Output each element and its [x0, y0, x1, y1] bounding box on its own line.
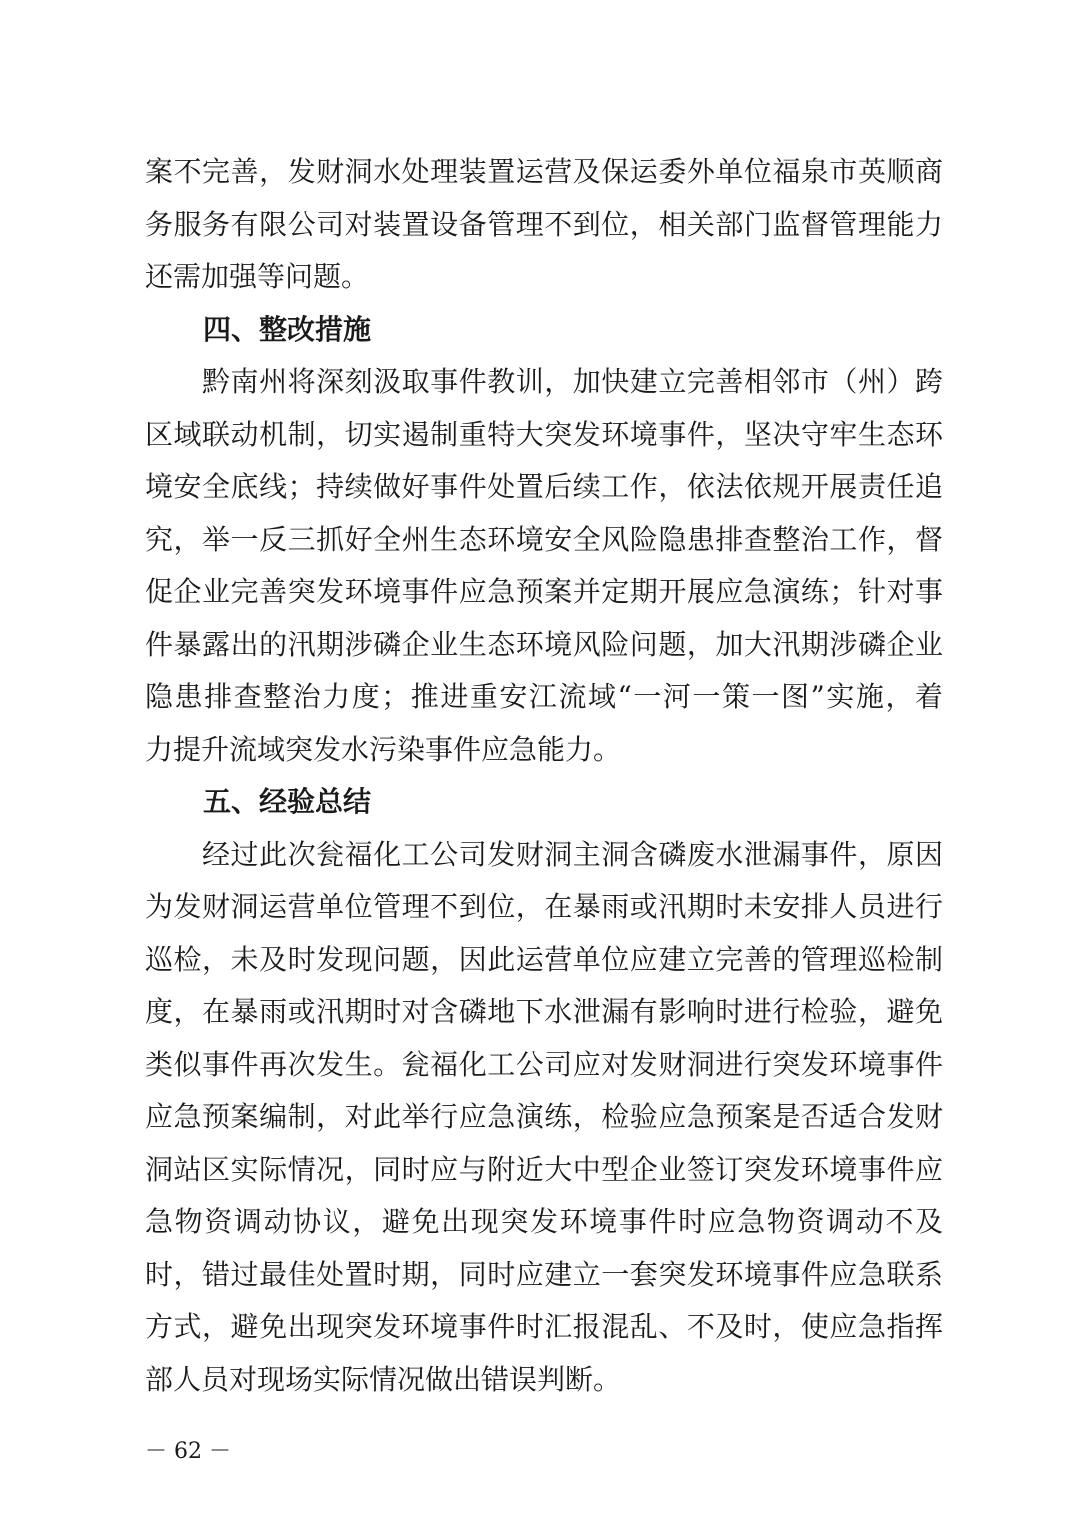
page-number: － 62 －: [145, 1439, 231, 1464]
paragraph-line: 部人员对现场实际情况做出错误判断。: [145, 1362, 622, 1396]
paragraph-line: 类似事件再次发生。瓮福化工公司应对发财洞进行突发环境事件: [145, 1047, 943, 1081]
paragraph-line: 洞站区实际情况，同时应与附近大中型企业签订突发环境事件应: [145, 1152, 943, 1186]
paragraph-line: 境安全底线；持续做好事件处置后续工作，依法依规开展责任追: [145, 470, 943, 503]
document-body: [145, 146, 943, 1406]
paragraph-line: 度，在暴雨或汛期时对含磷地下水泄漏有影响时进行检验，避免: [145, 995, 943, 1028]
paragraph-line: 为发财洞运营单位管理不到位，在暴雨或汛期时未安排人员进行: [145, 890, 943, 923]
paragraph-line: 急物资调动协议，避免出现突发环境事件时应急物资调动不及: [145, 1205, 943, 1238]
paragraph-line: 案不完善，发财洞水处理装置运营及保运委外单位福泉市英顺商: [145, 155, 943, 188]
paragraph-line: 究，举一反三抓好全州生态环境安全风险隐患排查整治工作，督: [145, 522, 943, 556]
paragraph-line: 力提升流域突发水污染事件应急能力。: [145, 732, 622, 766]
paragraph-line: 巡检，未及时发现问题，因此运营单位应建立完善的管理巡检制: [145, 942, 943, 976]
section-heading: 五、经验总结: [203, 785, 372, 818]
paragraph-line: 还需加强等问题。: [145, 260, 370, 293]
paragraph-line: 经过此次瓮福化工公司发财洞主洞含磷废水泄漏事件，原因: [145, 837, 943, 871]
paragraph-line: 区域联动机制，切实遏制重特大突发环境事件，坚决守牢生态环: [145, 417, 943, 451]
paragraph-line: 方式，避免出现突发环境事件时汇报混乱、不及时，使应急指挥: [145, 1310, 943, 1343]
paragraph-line: 促企业完善突发环境事件应急预案并定期开展应急演练；针对事: [145, 575, 943, 608]
paragraph-line: 时，错过最佳处置时期，同时应建立一套突发环境事件应急联系: [145, 1257, 943, 1291]
paragraph-line: 务服务有限公司对装置设备管理不到位，相关部门监督管理能力: [145, 207, 943, 241]
paragraph-line: 黔南州将深刻汲取事件教训，加快建立完善相邻市（州）跨: [145, 365, 943, 398]
paragraph-line: 件暴露出的汛期涉磷企业生态环境风险问题，加大汛期涉磷企业: [145, 627, 943, 661]
paragraph-line: 应急预案编制，对此举行应急演练，检验应急预案是否适合发财: [145, 1100, 943, 1133]
section-heading: 四、整改措施: [203, 312, 372, 346]
paragraph-line: 隐患排查整治力度；推进重安江流域“一河一策一图”实施，着: [145, 680, 943, 713]
